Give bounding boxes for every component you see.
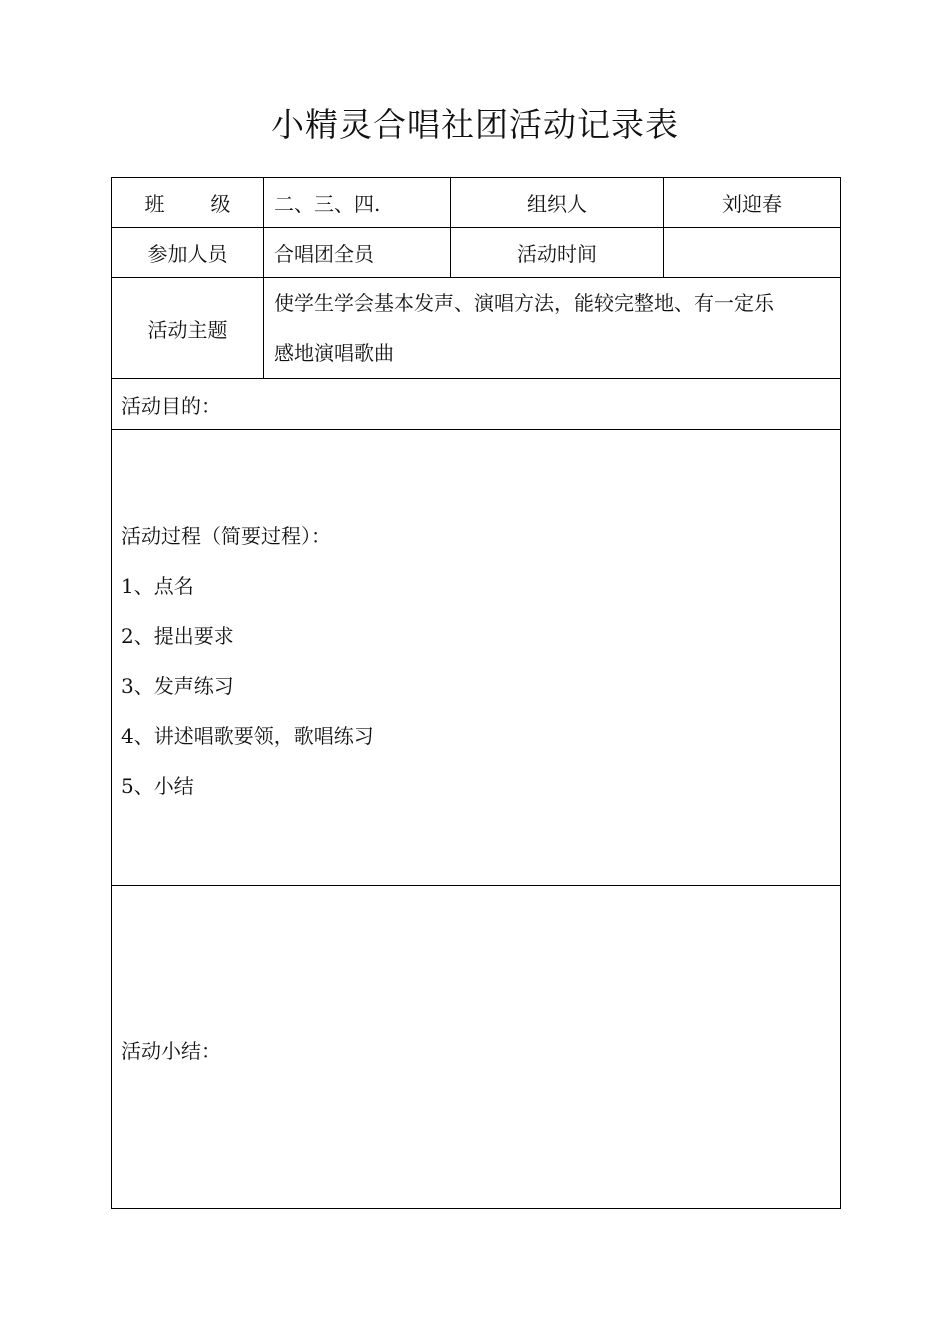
summary-cell <box>112 886 841 1209</box>
summary-label: 活动小结： <box>121 1038 221 1063</box>
theme-label: 活动主题 <box>112 278 264 379</box>
table-row <box>112 228 841 278</box>
theme-line: 感地演唱歌曲 <box>274 341 394 365</box>
process-cell <box>112 430 841 886</box>
theme-value-cell <box>264 278 841 379</box>
process-step: 3、发声练习 <box>121 674 234 698</box>
class-value: 二、三、四. <box>264 178 451 228</box>
process-label: 活动过程（简要过程）： <box>121 524 331 548</box>
time-label: 活动时间 <box>451 228 664 278</box>
theme-line: 使学生学会基本发声、演唱方法，能较完整地、有一定乐 <box>274 291 774 315</box>
table-row <box>112 178 841 228</box>
process-step: 4、讲述唱歌要领，歌唱练习 <box>121 724 374 748</box>
table-row <box>112 379 841 430</box>
time-value <box>664 228 841 278</box>
class-label: 班级 <box>144 192 277 216</box>
organizer-value: 刘迎春 <box>664 178 841 228</box>
organizer-label: 组织人 <box>451 178 664 228</box>
participants-value: 合唱团全员 <box>264 228 451 278</box>
table-row <box>112 430 841 886</box>
table-row <box>112 886 841 1209</box>
process-step: 2、提出要求 <box>121 624 234 648</box>
process-step: 1、点名 <box>121 574 194 598</box>
activity-record-table <box>111 177 841 1209</box>
document-title: 小精灵合唱社团活动记录表 <box>271 105 679 144</box>
purpose-label: 活动目的： <box>112 379 841 430</box>
participants-label: 参加人员 <box>112 228 264 278</box>
process-step: 5、小结 <box>121 774 194 798</box>
class-label-cell <box>112 178 277 228</box>
table-row <box>112 278 841 379</box>
